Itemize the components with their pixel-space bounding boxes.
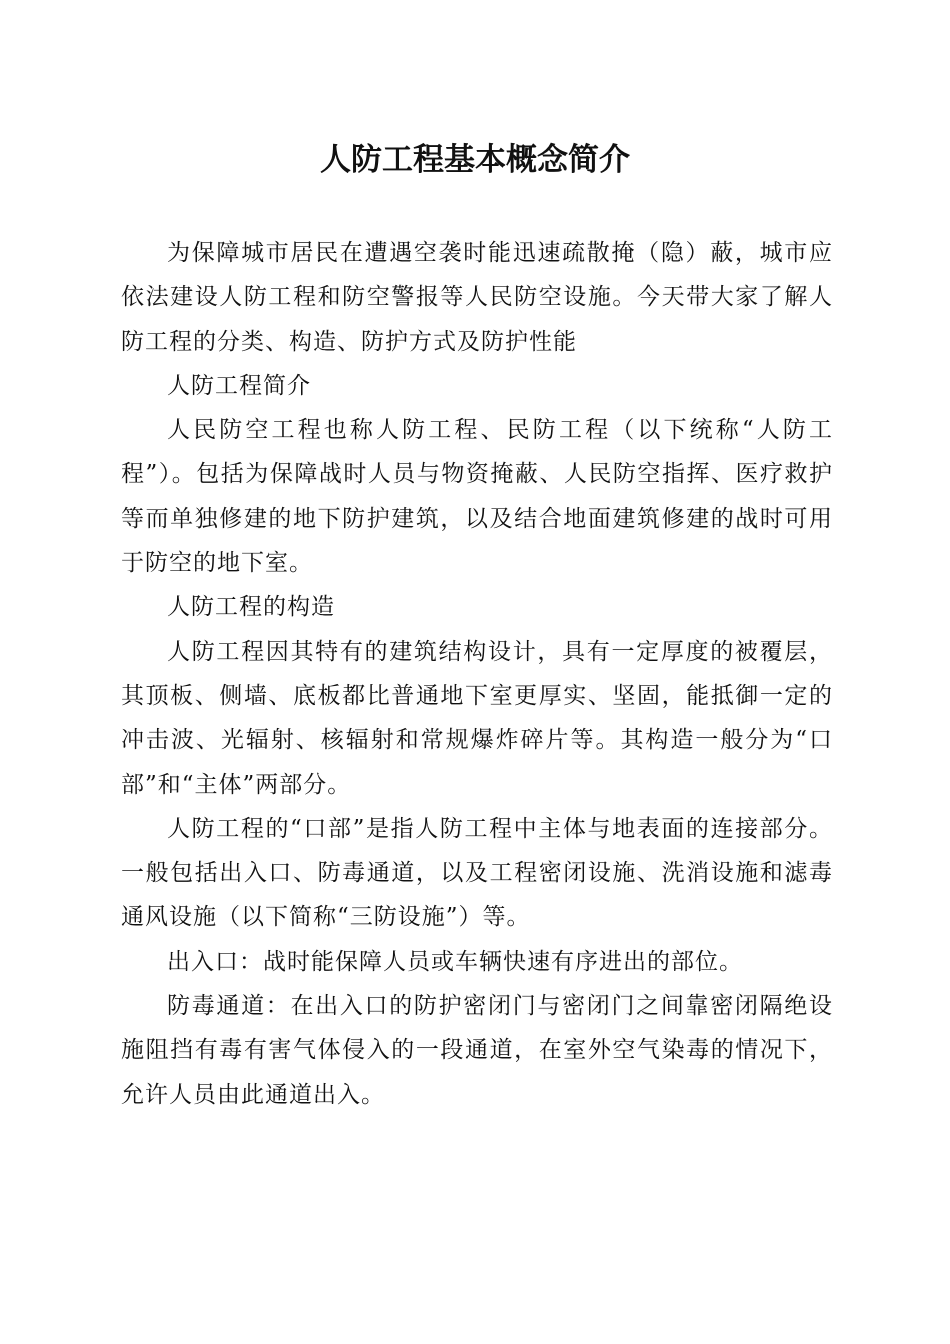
paragraph-overview: 人民防空工程也称人防工程、民防工程（以下统称“人防工程”）。包括为保障战时人员与物资掩蔽、人民防空指挥、医疗救护等而单独修建的地下防护建筑，以及结合地面建筑修建的战时可用于防空的地下室。 [121,417,833,577]
document-body [121,231,833,1117]
section-heading-overview: 人防工程简介 [167,372,311,399]
document-title: 人防工程基本概念简介 [320,142,630,178]
paragraph-structure: 人防工程因其特有的建筑结构设计，具有一定厚度的被覆层，其顶板、侧墙、底板都比普通地下室更厚实、坚固，能抵御一定的冲击波、光辐射、核辐射和常规爆炸碎片等。其构造一般分为“口部”和“主体”两部分。 [121,638,833,798]
paragraph-entrance-part: 人防工程的“口部”是指人防工程中主体与地表面的连接部分。一般包括出入口、防毒通道，以及工程密闭设施、洗消设施和滤毒通风设施（以下简称“三防设施”）等。 [121,815,833,931]
paragraph-entrance: 出入口：战时能保障人员或车辆快速有序进出的部位。 [167,948,743,975]
paragraph-gas-lock: 防毒通道：在出入口的防护密闭门与密闭门之间靠密闭隔绝设施阻挡有毒有害气体侵入的一段通道，在室外空气染毒的情况下，允许人员由此通道出入。 [121,993,833,1108]
paragraph-intro: 为保障城市居民在遭遇空袭时能迅速疏散掩（隐）蔽，城市应依法建设人防工程和防空警报等人民防空设施。今天带大家了解人防工程的分类、构造、防护方式及防护性能 [121,240,833,355]
section-heading-structure: 人防工程的构造 [167,594,335,621]
